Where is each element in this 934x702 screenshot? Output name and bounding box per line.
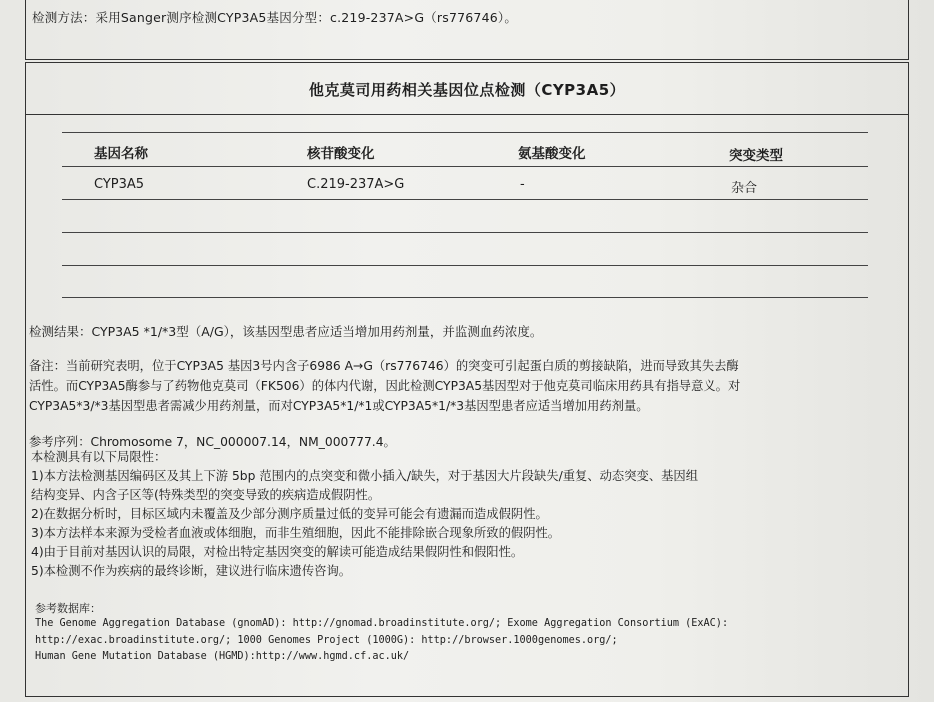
cell-amino-acid-change: - bbox=[520, 177, 525, 192]
limitation-item: 2)在数据分析时，目标区域内未覆盖及少部分测序质量过低的变异可能会有遗漏而造成假阴性。 bbox=[31, 507, 548, 521]
table-rule bbox=[62, 232, 868, 233]
limitation-item: 1)本方法检测基因编码区及其上下游 5bp 范围内的点突变和微小插入/缺失，对于基因大片段缺失/重复、动态突变、基因组 bbox=[31, 469, 699, 483]
test-result: 检测结果：CYP3A5 *1/*3型（A/G），该基因型患者应适当增加用药剂量，并监测血药浓度。 bbox=[29, 324, 543, 339]
header-nucleotide-change: 核苷酸变化 bbox=[307, 146, 375, 162]
cell-gene-name: CYP3A5 bbox=[94, 177, 145, 192]
cell-nucleotide-change: C.219-237A>G bbox=[307, 177, 405, 192]
limitation-item: 结构变异、内含子区等(特殊类型的突变导致的疾病造成假阴性。 bbox=[31, 488, 381, 502]
database-line: The Genome Aggregation Database (gnomAD): http://gnomad.broadinstitute.org/; Exome Aggregation Consortium (ExAC): bbox=[35, 618, 729, 629]
section-title: 他克莫司用药相关基因位点检测（CYP3A5） bbox=[308, 81, 626, 99]
database-line: Human Gene Mutation Database (HGMD):http://www.hgmd.cf.ac.uk/ bbox=[35, 651, 410, 662]
cell-mutation-type: 杂合 bbox=[731, 181, 758, 196]
remarks-line: 活性。而CYP3A5酶参与了药物他克莫司（FK506）的体内代谢，因此检测CYP3A5基因型对于他克莫司临床用药具有指导意义。对 bbox=[29, 379, 741, 393]
reference-sequence: 参考序列：Chromosome 7，NC_000007.14，NM_000777.4。 bbox=[29, 435, 396, 449]
databases-list bbox=[35, 616, 728, 666]
title-divider bbox=[25, 114, 909, 115]
table-header-rule bbox=[62, 166, 868, 167]
table-rule bbox=[62, 199, 868, 200]
remarks-line: CYP3A5*3/*3基因型患者需减少用药剂量，而对CYP3A5*1/*1或CYP3A5*1/*3基因型患者应适当增加用药剂量。 bbox=[29, 399, 649, 413]
remarks-line: 备注：当前研究表明，位于CYP3A5 基因3号内含子6986 A→G（rs776746）的突变可引起蛋白质的剪接缺陷，进而导致其失去酶 bbox=[29, 359, 739, 373]
limitations bbox=[31, 448, 901, 581]
database-line: http://exac.broadinstitute.org/; 1000 Genomes Project (1000G): http://browser.1000genomes.org/; bbox=[35, 634, 618, 646]
header-mutation-type: 突变类型 bbox=[729, 148, 783, 164]
remarks bbox=[29, 356, 907, 416]
table-top-rule bbox=[62, 132, 868, 133]
header-amino-acid-change: 氨基酸变化 bbox=[518, 146, 586, 162]
table-bottom-rule bbox=[62, 297, 868, 298]
table-rule bbox=[62, 265, 868, 266]
limitations-heading: 本检测具有以下局限性： bbox=[31, 450, 167, 464]
detection-method-text: 检测方法：采用Sanger测序检测CYP3A5基因分型：c.219-237A>G（rs776746）。 bbox=[32, 10, 518, 25]
limitation-item: 5)本检测不作为疾病的最终诊断，建议进行临床遗传咨询。 bbox=[31, 564, 352, 578]
limitation-item: 3)本方法样本来源为受检者血液或体细胞，而非生殖细胞，因此不能排除嵌合现象所致的假阴性。 bbox=[31, 526, 561, 540]
databases-title: 参考数据库： bbox=[35, 602, 101, 615]
limitation-item: 4)由于目前对基因认识的局限，对检出特定基因突变的解读可能造成结果假阴性和假阳性。 bbox=[31, 545, 524, 559]
header-gene-name: 基因名称 bbox=[94, 146, 148, 162]
